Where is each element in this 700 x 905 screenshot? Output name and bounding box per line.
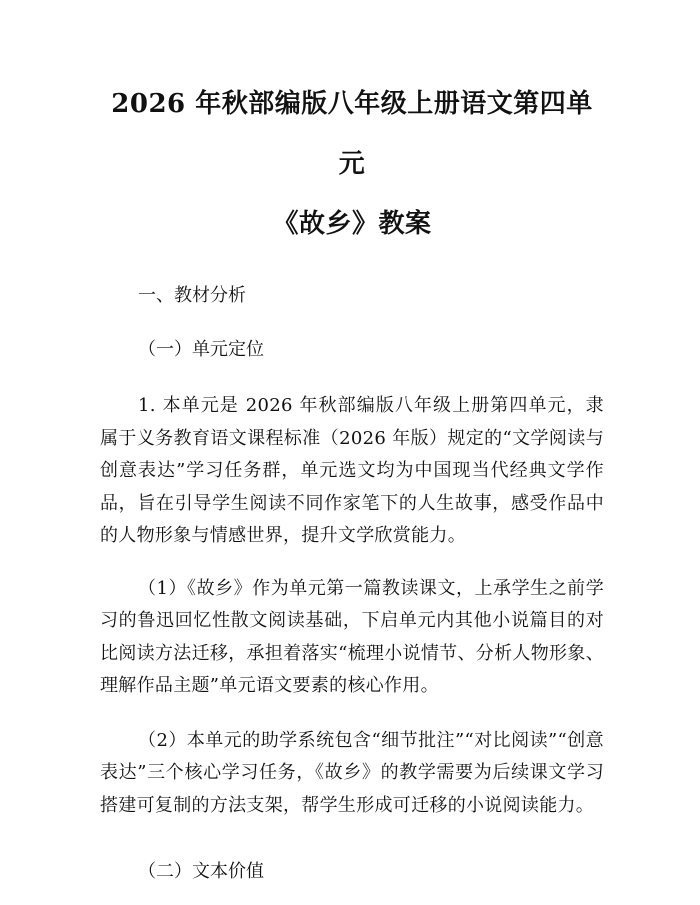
paragraph-learning-tasks: （2）本单元的助学系统包含“细节批注”“对比阅读”“创意表达”三个核心学习任务，《故乡》的教学需要为后续课文学习搭建可复制的方法支架，帮学生形成可迁移的小说阅读能力。 bbox=[100, 729, 604, 816]
subsection-heading-unit-position: （一）单元定位 bbox=[138, 339, 264, 360]
document-title bbox=[100, 74, 604, 254]
title-line-1: 2026 年秋部编版八年级上册语文第四单元 bbox=[111, 89, 593, 179]
paragraph-unit-overview: 1. 本单元是 2026 年秋部编版八年级上册第四单元，隶属于义务教育语文课程标准（2026 年版）规定的“文学阅读与创意表达”学习任务群，单元选文均为中国现当代经典文学作品，旨在引导学生阅读不同作家笔下的人生故事，感受作品中的人物形象与情感世界，提升文学欣赏能力。 bbox=[100, 395, 604, 546]
paragraph-guxiang-role: （1）《故乡》作为单元第一篇教读课文，上承学生之前学习的鲁迅回忆性散文阅读基础，下启单元内其他小说篇目的对比阅读方法迁移，承担着落实“梳理小说情节、分析人物形象、理解作品主题”单元语文要素的核心作用。 bbox=[100, 577, 604, 696]
section-heading-textbook-analysis: 一、教材分析 bbox=[138, 285, 246, 306]
title-line-2: 《故乡》教案 bbox=[272, 209, 432, 239]
subsection-heading-text-value: （二）文本价值 bbox=[138, 861, 264, 882]
